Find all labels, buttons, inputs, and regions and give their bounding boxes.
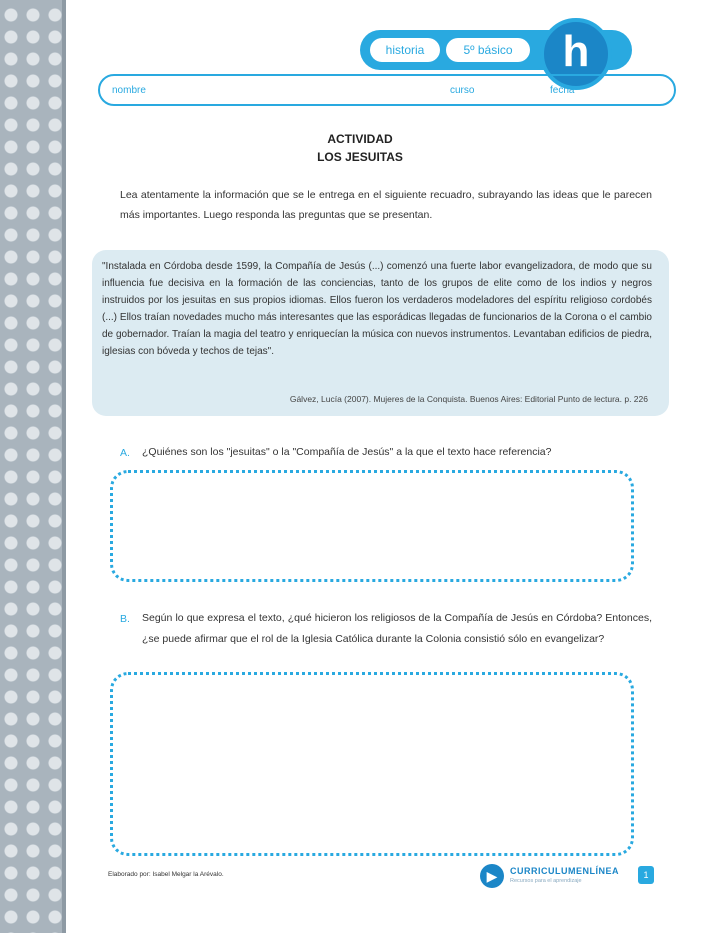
grade-tag: 5º básico bbox=[446, 38, 530, 62]
name-field-label[interactable]: nombre bbox=[112, 85, 146, 96]
instructions: Lea atentamente la información que se le entrega en el siguiente recuadro, subrayando las ideas que le parecen más importantes. Luego responda las preguntas que se presentan. bbox=[120, 189, 652, 221]
answer-box-a[interactable] bbox=[110, 470, 634, 582]
page-number: 1 bbox=[638, 866, 654, 884]
brand-name: CURRICULUMENLÍNEA bbox=[510, 866, 619, 876]
answer-box-b[interactable] bbox=[110, 672, 634, 856]
author-credit: Elaborado por: Isabel Melgar la Arévalo. bbox=[108, 871, 224, 878]
activity-title: ACTIVIDAD bbox=[327, 132, 393, 146]
brand-tagline: Recursos para el aprendizaje bbox=[510, 878, 582, 884]
question-b-label: B. bbox=[120, 613, 130, 625]
question-a-label: A. bbox=[120, 447, 130, 459]
quote-text: "Instalada en Córdoba desde 1599, la Compañía de Jesús (...) comenzó una fuerte labor evangelizadora, de modo que su influencia fue decisiva en la formación de las conciencias, tanto de los grupos de elite como de los indios y negros instruidos por los jesuitas en sus propios idiomas. Ellos fueron los verdaderos modeladores del espíritu religioso cordobés (...) Ellos traían novedades mucho más interesantes que las esporádicas llegadas de funcionarios de la Corona o el cambio de gobernador. Traían la magia del teatro y enriquecían la música con nuevos instrumentos. Levantaban edificios de piedra, iglesias con bóveda y techos de tejas". bbox=[102, 261, 652, 357]
course-field-label[interactable]: curso bbox=[450, 85, 475, 96]
activity-subtitle: LOS JESUITAS bbox=[317, 150, 403, 164]
question-a-text: ¿Quiénes son los "jesuitas" o la "Compañía de Jesús" a la que el texto hace referencia? bbox=[142, 446, 552, 458]
subject-logo: h bbox=[540, 18, 612, 90]
subject-tag: historia bbox=[370, 38, 440, 62]
question-b-text: Según lo que expresa el texto, ¿qué hicieron los religiosos de la Compañía de Jesús en Córdoba? Entonces, ¿se puede afirmar que el rol de la Iglesia Católica durante la Colonia consistió sólo en evangelizar? bbox=[142, 612, 652, 645]
student-info-bar bbox=[98, 74, 676, 106]
date-field-label[interactable]: fecha bbox=[550, 85, 575, 96]
play-arrow-icon: ▶ bbox=[480, 864, 504, 888]
quote-source: Gálvez, Lucía (2007). Mujeres de la Conquista. Buenos Aires: Editorial Punto de lectura. p. 226 bbox=[289, 394, 648, 404]
